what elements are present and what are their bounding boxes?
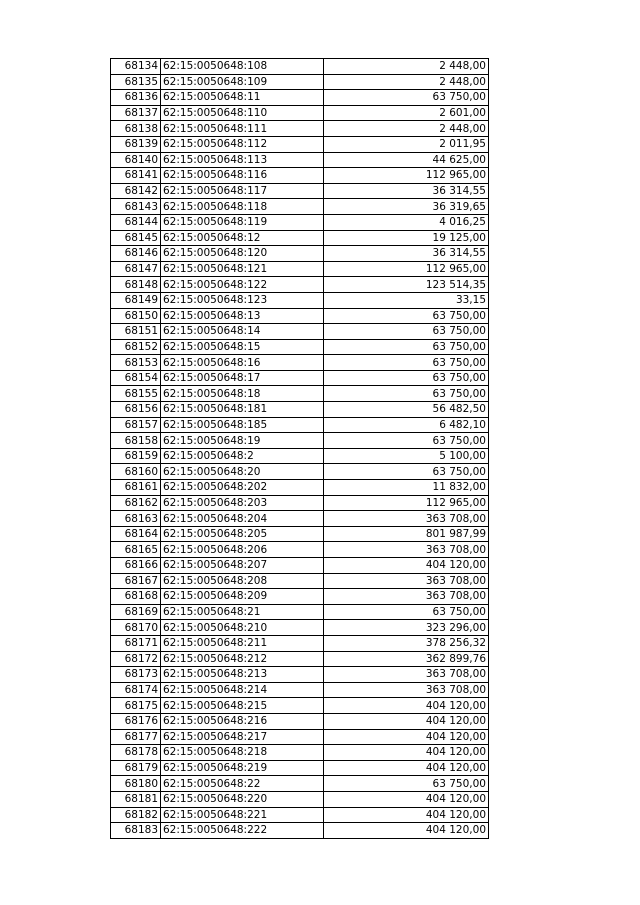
table-row <box>111 760 489 776</box>
row-number-cell: 68135 <box>111 74 161 90</box>
table-row <box>111 199 489 215</box>
table-row <box>111 214 489 230</box>
table-row <box>111 807 489 823</box>
value-cell: 36 314,55 <box>324 183 489 199</box>
table-row <box>111 230 489 246</box>
value-cell: 112 965,00 <box>324 495 489 511</box>
cadastral-number-cell: 62:15:0050648:118 <box>161 199 324 215</box>
row-number-cell: 68161 <box>111 480 161 496</box>
cadastral-number-cell: 62:15:0050648:112 <box>161 136 324 152</box>
cadastral-number-cell: 62:15:0050648:209 <box>161 589 324 605</box>
value-cell: 363 708,00 <box>324 573 489 589</box>
value-cell: 404 120,00 <box>324 713 489 729</box>
cadastral-number-cell: 62:15:0050648:220 <box>161 791 324 807</box>
value-cell: 36 319,65 <box>324 199 489 215</box>
table-row <box>111 168 489 184</box>
value-cell: 36 314,55 <box>324 246 489 262</box>
value-cell: 801 987,99 <box>324 526 489 542</box>
value-cell: 363 708,00 <box>324 511 489 527</box>
value-cell: 63 750,00 <box>324 370 489 386</box>
row-number-cell: 68143 <box>111 199 161 215</box>
value-cell: 112 965,00 <box>324 168 489 184</box>
cadastral-number-cell: 62:15:0050648:116 <box>161 168 324 184</box>
table-row <box>111 635 489 651</box>
cadastral-number-cell: 62:15:0050648:222 <box>161 823 324 839</box>
value-cell: 363 708,00 <box>324 667 489 683</box>
cadastral-number-cell: 62:15:0050648:211 <box>161 635 324 651</box>
table-row <box>111 355 489 371</box>
cadastral-number-cell: 62:15:0050648:113 <box>161 152 324 168</box>
cadastral-number-cell: 62:15:0050648:111 <box>161 121 324 137</box>
value-cell: 63 750,00 <box>324 604 489 620</box>
row-number-cell: 68147 <box>111 261 161 277</box>
table-row <box>111 791 489 807</box>
row-number-cell: 68134 <box>111 59 161 75</box>
table-row <box>111 667 489 683</box>
cadastral-number-cell: 62:15:0050648:221 <box>161 807 324 823</box>
cadastral-number-cell: 62:15:0050648:206 <box>161 542 324 558</box>
cadastral-number-cell: 62:15:0050648:202 <box>161 480 324 496</box>
value-cell: 363 708,00 <box>324 589 489 605</box>
table-row <box>111 823 489 839</box>
row-number-cell: 68183 <box>111 823 161 839</box>
table-row <box>111 573 489 589</box>
table-row <box>111 402 489 418</box>
table-row <box>111 121 489 137</box>
table-row <box>111 386 489 402</box>
row-number-cell: 68166 <box>111 558 161 574</box>
table-row <box>111 339 489 355</box>
cadastral-number-cell: 62:15:0050648:203 <box>161 495 324 511</box>
value-cell: 362 899,76 <box>324 651 489 667</box>
row-number-cell: 68152 <box>111 339 161 355</box>
table-row <box>111 152 489 168</box>
row-number-cell: 68165 <box>111 542 161 558</box>
value-cell: 63 750,00 <box>324 90 489 106</box>
value-cell: 404 120,00 <box>324 807 489 823</box>
value-cell: 404 120,00 <box>324 760 489 776</box>
table-row <box>111 308 489 324</box>
table-row <box>111 698 489 714</box>
table-row <box>111 558 489 574</box>
table-row <box>111 246 489 262</box>
value-cell: 404 120,00 <box>324 791 489 807</box>
cadastral-number-cell: 62:15:0050648:208 <box>161 573 324 589</box>
table-row <box>111 620 489 636</box>
value-cell: 63 750,00 <box>324 324 489 340</box>
table-row <box>111 324 489 340</box>
row-number-cell: 68174 <box>111 682 161 698</box>
cadastral-number-cell: 62:15:0050648:121 <box>161 261 324 277</box>
value-cell: 363 708,00 <box>324 542 489 558</box>
row-number-cell: 68139 <box>111 136 161 152</box>
row-number-cell: 68170 <box>111 620 161 636</box>
value-cell: 378 256,32 <box>324 635 489 651</box>
row-number-cell: 68163 <box>111 511 161 527</box>
table-row <box>111 448 489 464</box>
table-row <box>111 464 489 480</box>
table-row <box>111 277 489 293</box>
cadastral-number-cell: 62:15:0050648:218 <box>161 745 324 761</box>
table-row <box>111 713 489 729</box>
table-row <box>111 511 489 527</box>
cadastral-number-cell: 62:15:0050648:21 <box>161 604 324 620</box>
value-cell: 63 750,00 <box>324 464 489 480</box>
cadastral-number-cell: 62:15:0050648:18 <box>161 386 324 402</box>
cadastral-number-cell: 62:15:0050648:14 <box>161 324 324 340</box>
row-number-cell: 68158 <box>111 433 161 449</box>
row-number-cell: 68164 <box>111 526 161 542</box>
row-number-cell: 68182 <box>111 807 161 823</box>
cadastral-number-cell: 62:15:0050648:2 <box>161 448 324 464</box>
cadastral-number-cell: 62:15:0050648:219 <box>161 760 324 776</box>
cadastral-number-cell: 62:15:0050648:215 <box>161 698 324 714</box>
value-cell: 112 965,00 <box>324 261 489 277</box>
cadastral-number-cell: 62:15:0050648:12 <box>161 230 324 246</box>
value-cell: 63 750,00 <box>324 308 489 324</box>
cadastral-number-cell: 62:15:0050648:123 <box>161 292 324 308</box>
table-row <box>111 526 489 542</box>
row-number-cell: 68181 <box>111 791 161 807</box>
cadastral-number-cell: 62:15:0050648:214 <box>161 682 324 698</box>
cadastral-number-cell: 62:15:0050648:108 <box>161 59 324 75</box>
value-cell: 323 296,00 <box>324 620 489 636</box>
row-number-cell: 68144 <box>111 214 161 230</box>
cadastral-number-cell: 62:15:0050648:217 <box>161 729 324 745</box>
cadastral-value-table <box>110 58 489 839</box>
row-number-cell: 68153 <box>111 355 161 371</box>
value-cell: 63 750,00 <box>324 339 489 355</box>
row-number-cell: 68167 <box>111 573 161 589</box>
cadastral-number-cell: 62:15:0050648:122 <box>161 277 324 293</box>
value-cell: 2 011,95 <box>324 136 489 152</box>
value-cell: 404 120,00 <box>324 698 489 714</box>
value-cell: 2 448,00 <box>324 74 489 90</box>
table-row <box>111 90 489 106</box>
row-number-cell: 68159 <box>111 448 161 464</box>
row-number-cell: 68157 <box>111 417 161 433</box>
row-number-cell: 68177 <box>111 729 161 745</box>
row-number-cell: 68171 <box>111 635 161 651</box>
row-number-cell: 68180 <box>111 776 161 792</box>
row-number-cell: 68154 <box>111 370 161 386</box>
value-cell: 2 448,00 <box>324 121 489 137</box>
cadastral-number-cell: 62:15:0050648:22 <box>161 776 324 792</box>
row-number-cell: 68146 <box>111 246 161 262</box>
table-row <box>111 604 489 620</box>
table-row <box>111 542 489 558</box>
row-number-cell: 68145 <box>111 230 161 246</box>
row-number-cell: 68179 <box>111 760 161 776</box>
cadastral-number-cell: 62:15:0050648:117 <box>161 183 324 199</box>
cadastral-number-cell: 62:15:0050648:17 <box>161 370 324 386</box>
row-number-cell: 68175 <box>111 698 161 714</box>
cadastral-number-cell: 62:15:0050648:15 <box>161 339 324 355</box>
value-cell: 5 100,00 <box>324 448 489 464</box>
cadastral-number-cell: 62:15:0050648:110 <box>161 105 324 121</box>
value-cell: 404 120,00 <box>324 745 489 761</box>
value-cell: 123 514,35 <box>324 277 489 293</box>
row-number-cell: 68148 <box>111 277 161 293</box>
table-row <box>111 183 489 199</box>
table-row <box>111 776 489 792</box>
row-number-cell: 68172 <box>111 651 161 667</box>
row-number-cell: 68155 <box>111 386 161 402</box>
row-number-cell: 68178 <box>111 745 161 761</box>
row-number-cell: 68162 <box>111 495 161 511</box>
row-number-cell: 68136 <box>111 90 161 106</box>
table-row <box>111 292 489 308</box>
row-number-cell: 68140 <box>111 152 161 168</box>
value-cell: 44 625,00 <box>324 152 489 168</box>
value-cell: 363 708,00 <box>324 682 489 698</box>
cadastral-number-cell: 62:15:0050648:185 <box>161 417 324 433</box>
row-number-cell: 68169 <box>111 604 161 620</box>
cadastral-number-cell: 62:15:0050648:210 <box>161 620 324 636</box>
value-cell: 2 448,00 <box>324 59 489 75</box>
table-row <box>111 495 489 511</box>
cadastral-number-cell: 62:15:0050648:181 <box>161 402 324 418</box>
value-cell: 56 482,50 <box>324 402 489 418</box>
table-row <box>111 136 489 152</box>
cadastral-number-cell: 62:15:0050648:216 <box>161 713 324 729</box>
table-row <box>111 682 489 698</box>
value-cell: 2 601,00 <box>324 105 489 121</box>
cadastral-number-cell: 62:15:0050648:11 <box>161 90 324 106</box>
table-body <box>111 59 489 839</box>
value-cell: 404 120,00 <box>324 729 489 745</box>
value-cell: 63 750,00 <box>324 776 489 792</box>
row-number-cell: 68141 <box>111 168 161 184</box>
row-number-cell: 68168 <box>111 589 161 605</box>
value-cell: 11 832,00 <box>324 480 489 496</box>
cadastral-number-cell: 62:15:0050648:207 <box>161 558 324 574</box>
table-row <box>111 433 489 449</box>
cadastral-number-cell: 62:15:0050648:120 <box>161 246 324 262</box>
value-cell: 63 750,00 <box>324 433 489 449</box>
value-cell: 4 016,25 <box>324 214 489 230</box>
table-row <box>111 261 489 277</box>
cadastral-number-cell: 62:15:0050648:119 <box>161 214 324 230</box>
cadastral-number-cell: 62:15:0050648:19 <box>161 433 324 449</box>
table-row <box>111 651 489 667</box>
cadastral-number-cell: 62:15:0050648:213 <box>161 667 324 683</box>
table-row <box>111 745 489 761</box>
row-number-cell: 68160 <box>111 464 161 480</box>
table-row <box>111 729 489 745</box>
value-cell: 63 750,00 <box>324 355 489 371</box>
table-row <box>111 74 489 90</box>
row-number-cell: 68149 <box>111 292 161 308</box>
row-number-cell: 68138 <box>111 121 161 137</box>
value-cell: 6 482,10 <box>324 417 489 433</box>
row-number-cell: 68150 <box>111 308 161 324</box>
cadastral-number-cell: 62:15:0050648:212 <box>161 651 324 667</box>
value-cell: 19 125,00 <box>324 230 489 246</box>
cadastral-number-cell: 62:15:0050648:16 <box>161 355 324 371</box>
row-number-cell: 68137 <box>111 105 161 121</box>
value-cell: 404 120,00 <box>324 823 489 839</box>
table-row <box>111 480 489 496</box>
cadastral-number-cell: 62:15:0050648:204 <box>161 511 324 527</box>
table-row <box>111 370 489 386</box>
cadastral-number-cell: 62:15:0050648:109 <box>161 74 324 90</box>
cadastral-number-cell: 62:15:0050648:20 <box>161 464 324 480</box>
row-number-cell: 68156 <box>111 402 161 418</box>
cadastral-number-cell: 62:15:0050648:205 <box>161 526 324 542</box>
row-number-cell: 68142 <box>111 183 161 199</box>
cadastral-number-cell: 62:15:0050648:13 <box>161 308 324 324</box>
table-row <box>111 59 489 75</box>
table-row <box>111 417 489 433</box>
table-row <box>111 105 489 121</box>
row-number-cell: 68151 <box>111 324 161 340</box>
row-number-cell: 68176 <box>111 713 161 729</box>
value-cell: 33,15 <box>324 292 489 308</box>
value-cell: 404 120,00 <box>324 558 489 574</box>
table-row <box>111 589 489 605</box>
row-number-cell: 68173 <box>111 667 161 683</box>
value-cell: 63 750,00 <box>324 386 489 402</box>
